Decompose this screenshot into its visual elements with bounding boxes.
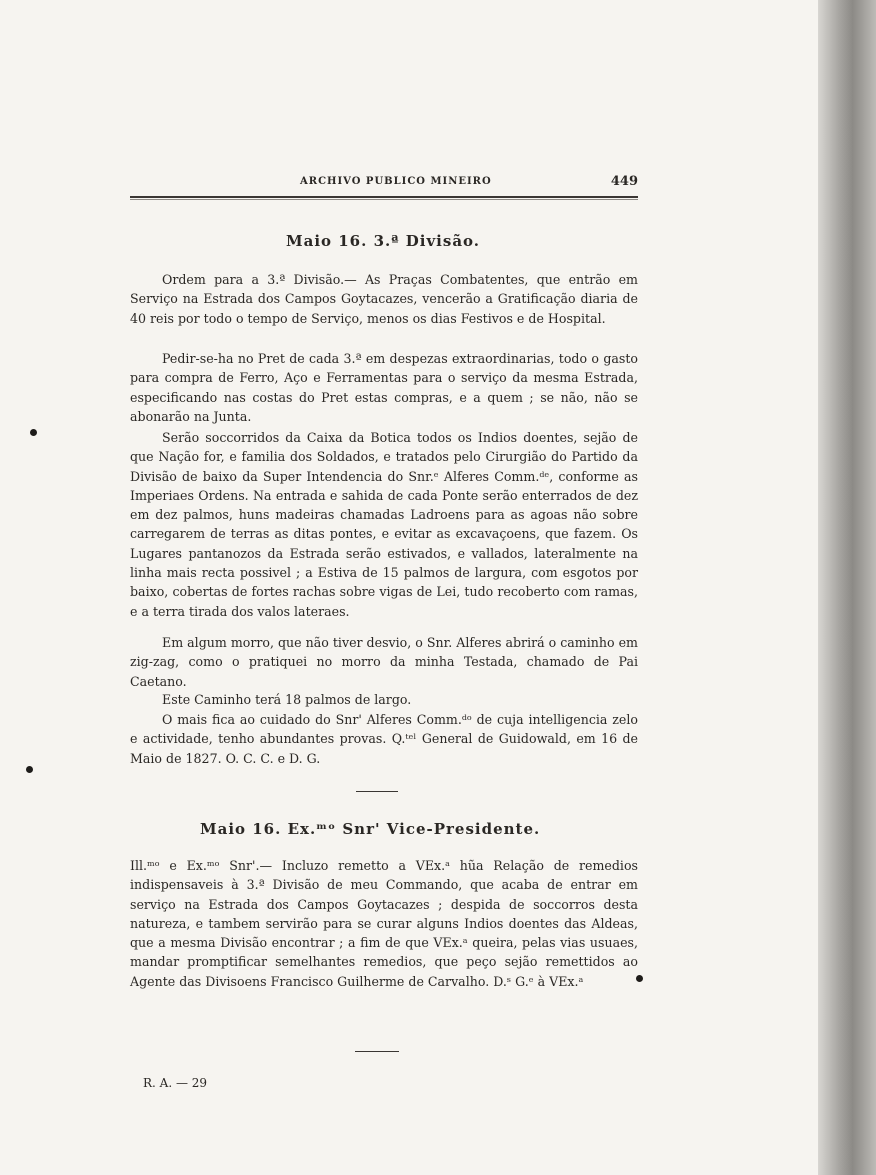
- section-divider: [356, 791, 398, 792]
- bullet-dot: [636, 975, 643, 982]
- paragraph: Ill.ᵐᵒ e Ex.ᵐᵒ Snr'.— Incluzo remetto a VEx.ᵃ hũa Relação de remedios indispensaveis à 3.ª Divisão de meu Commando, que acaba de entrar em serviço na Estrada dos Campos Goytacazes ; despida de soccorros desta natureza, e tambem servirão para se curar alguns Indios doentes das Aldeas, que a mesma Divisão encontrar ; a fim de que VEx.ᵃ queira, pelas vias usuaes, mandar promptificar semelhantes remedios, que peço sejão remettidos ao Agente das Divisoens Francisco Guilherme de Carvalho. D.ˢ G.ᵉ à VEx.ᵃ: [130, 858, 638, 989]
- header-rule-thin: [130, 199, 638, 200]
- paragraph: Este Caminho terá 18 palmos de largo.: [162, 692, 412, 707]
- bullet-dot: [30, 429, 37, 436]
- section-heading-divisao: Maio 16. 3.ª Divisão.: [286, 232, 480, 250]
- page-number: 449: [610, 174, 638, 189]
- signature-mark: R. A. — 29: [143, 1076, 208, 1090]
- paragraph: O mais fica ao cuidado do Snr' Alferes Comm.ᵈᵒ de cuja intelligencia zelo e actividade, tenho abundantes provas. Q.ᵗᵉˡ General de Guidowald, em 16 de Maio de 1827. O. C. C. e D. G.: [130, 712, 638, 766]
- paragraph: Ordem para a 3.ª Divisão.— As Praças Combatentes, que entrão em Serviço na Estrada dos Campos Goytacazes, vencerão a Gratificação diaria de 40 reis por todo o tempo de Serviço, menos os dias Festivos e de Hospital.: [130, 272, 638, 326]
- paragraph: Em algum morro, que não tiver desvio, o Snr. Alferes abrirá o caminho em zig-zag, como o pratiquei no morro da minha Testada, chamado de Pai Caetano.: [130, 635, 638, 689]
- running-header: [130, 176, 638, 196]
- section-divider: [355, 1051, 399, 1052]
- section-heading-vice-presidente: Maio 16. Ex.ᵐᵒ Snr' Vice-Presidente.: [200, 820, 541, 838]
- paragraph: Pedir-se-ha no Pret de cada 3.ª em despezas extraordinarias, todo o gasto para compra de Ferro, Aço e Ferramentas para o serviço da mesma Estrada, especificando nas costas do Pret estas compras, e a quem ; se não, não se abonarão na Junta.: [130, 351, 638, 424]
- header-rule: [130, 196, 638, 198]
- paragraph: Serão soccorridos da Caixa da Botica todos os Indios doentes, sejão de que Nação for, e familia dos Soldados, e tratados pelo Cirurgião do Partido da Divisão de baixo da Super Intendencia do Snr.ᵉ Alferes Comm.ᵈᵉ, conforme as Imperiaes Ordens. Na entrada e sahida de cada Ponte serão enterrados de dez em dez palmos, huns madeiras chamadas Ladroens para as agoas não sobre carregarem de terras as ditas pontes, e evitar as excavaçoens, que fazem. Os Lugares pantanozos da Estrada serão estivados, e vallados, lateralmente na linha mais recta possivel ; a Estiva de 15 palmos de largura, com esgotos por baixo, cobertas de fortes rachas sobre vigas de Lei, tudo recoberto com ramas, e a terra tirada dos valos lateraes.: [130, 430, 638, 619]
- page-edge-shadow: [818, 0, 876, 1175]
- bullet-dot: [26, 766, 33, 773]
- archive-title: ARCHIVO PUBLICO MINEIRO: [300, 176, 492, 187]
